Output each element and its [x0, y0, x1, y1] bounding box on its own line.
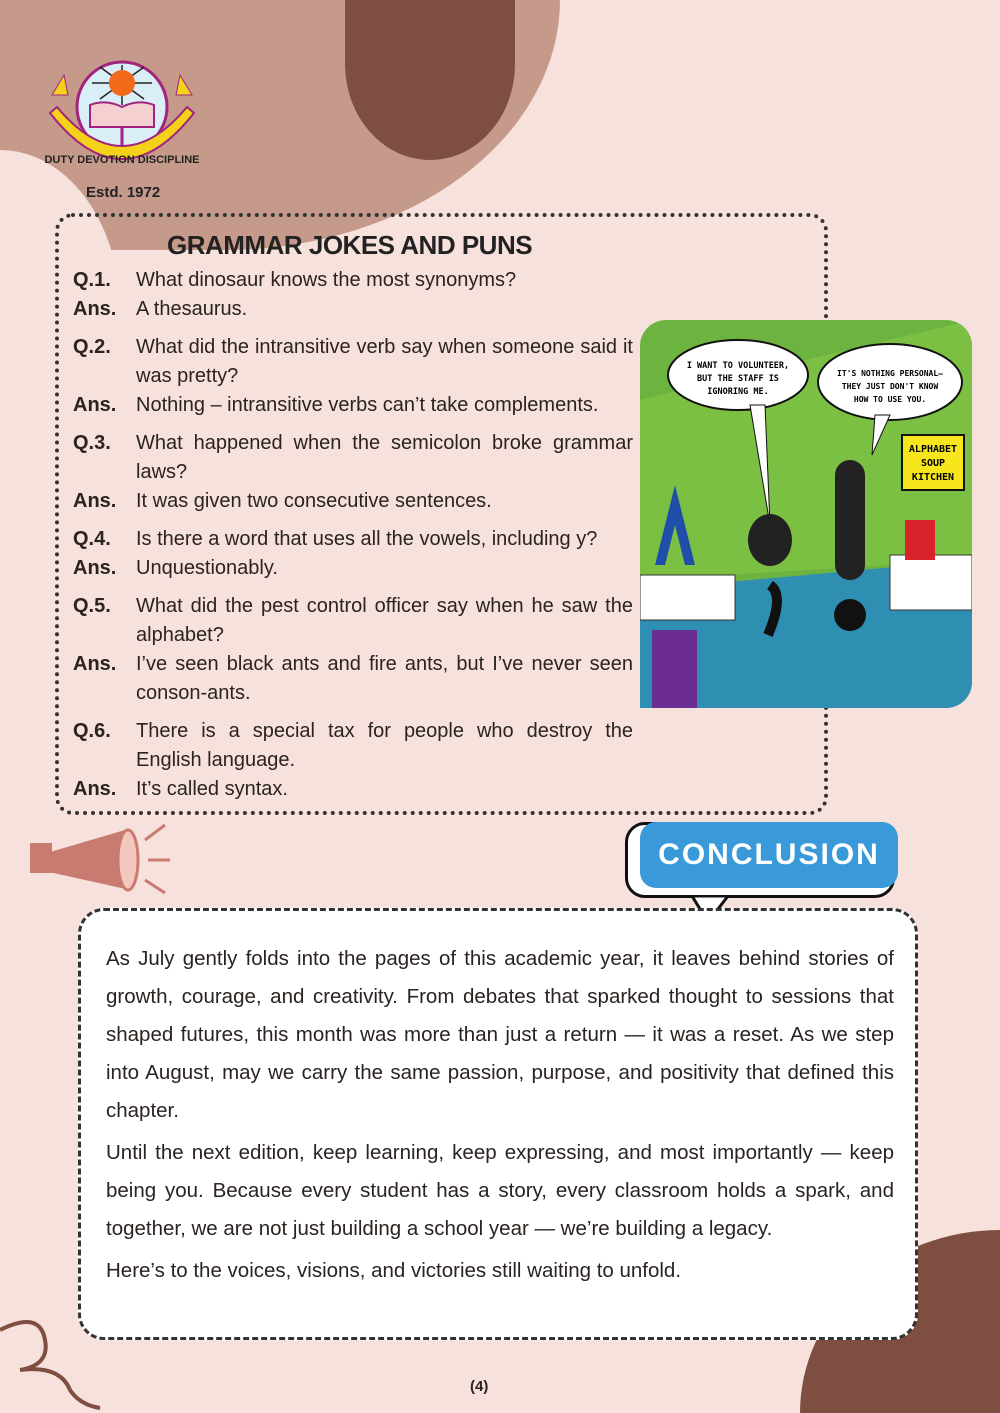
answer: It’s called syntax. [136, 778, 288, 800]
answer-label: Ans. [73, 778, 117, 800]
answer: I’ve seen black ants and fire ants, but I’ve never seen conson-ants. [136, 653, 633, 704]
question: What did the intransitive verb say when someone said it was pretty? [136, 336, 633, 387]
speech-bubble-2: IT'S NOTHING PERSONAL— THEY JUST DON'T KNOW HOW TO USE YOU. [837, 369, 943, 404]
jokes-title: GRAMMAR JOKES AND PUNS [167, 230, 533, 260]
question: What did the pest control officer say when he saw the alphabet? [136, 595, 633, 646]
page-number: (4) [470, 1378, 489, 1395]
soup-kitchen-sign: ALPHABET SOUP KITCHEN [908, 444, 958, 483]
answer: Unquestionably. [136, 557, 278, 579]
question-label: Q.5. [73, 595, 111, 617]
question: There is a special tax for people who destroy the English language. [136, 720, 633, 771]
speech-bubble-1: I WANT TO VOLUNTEER, BUT THE STAFF IS IGNORING ME. [686, 361, 790, 397]
conclusion-paragraph: Here’s to the voices, visions, and victories still waiting to unfold. [106, 1259, 682, 1282]
joke-item [73, 333, 633, 420]
established-year: Estd. 1972 [86, 184, 161, 201]
answer: Nothing – intransitive verbs can’t take complements. [136, 394, 599, 416]
answer-label: Ans. [73, 490, 117, 512]
joke-item [73, 592, 633, 708]
joke-item [73, 429, 633, 516]
answer: A thesaurus. [136, 298, 248, 320]
conclusion-heading: CONCLUSION [640, 822, 898, 888]
answer-label: Ans. [73, 653, 117, 675]
answer: It was given two consecutive sentences. [136, 490, 492, 512]
question: What happened when the semicolon broke grammar laws? [136, 432, 633, 483]
joke-item [73, 266, 633, 324]
megaphone-icon [30, 815, 180, 905]
conclusion-paragraph: Until the next edition, keep learning, keep expressing, and most importantly — keep being you. Because every student has a story, every classroom holds a spark, and together, we are not just building a school year — we’re building a legacy. [106, 1141, 894, 1240]
question-label: Q.3. [73, 432, 111, 454]
conclusion-paragraph: As July gently folds into the pages of this academic year, it leaves behind stories of growth, courage, and creativity. From debates that sparked thought to sessions that shaped futures, this month was more than just a return — it was a reset. As we step into August, may we carry the same passion, purpose, and positivity that defined this chapter. [106, 947, 894, 1122]
decorative-squiggle [0, 1310, 110, 1410]
school-logo [42, 55, 202, 180]
joke-item [73, 525, 633, 583]
question-label: Q.1. [73, 269, 111, 291]
joke-item [73, 717, 633, 804]
answer-label: Ans. [73, 298, 117, 320]
logo-motto: DUTY DEVOTION DISCIPLINE [44, 154, 200, 166]
question: What dinosaur knows the most synonyms? [136, 269, 517, 291]
question-label: Q.6. [73, 720, 111, 742]
question-label: Q.2. [73, 336, 111, 358]
answer-label: Ans. [73, 394, 117, 416]
question-label: Q.4. [73, 528, 111, 550]
comic-illustration [640, 320, 972, 708]
answer-label: Ans. [73, 557, 117, 579]
question: Is there a word that uses all the vowels, including y? [136, 528, 598, 550]
